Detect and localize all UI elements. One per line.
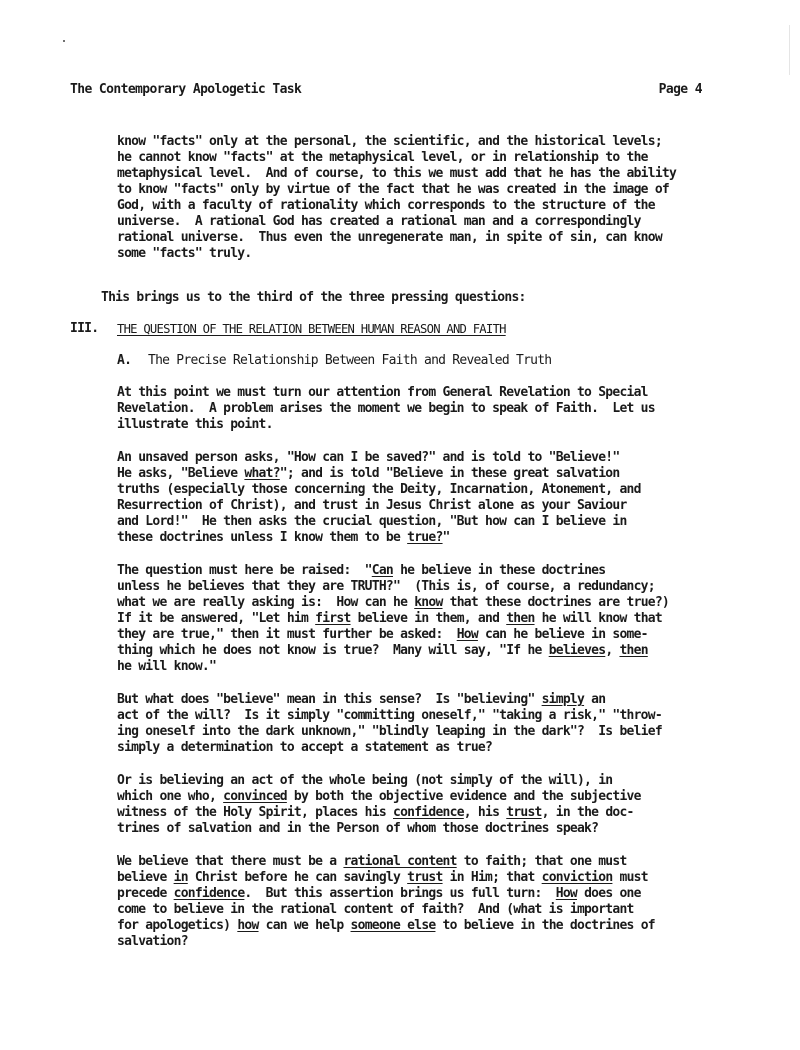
paragraph-4: An unsaved person asks, "How can I be saved?" and is told to "Believe!" He asks, "Believe what?"; and is told "Believe in these great salvation truths (especially those concerning the Deity, Incarnation, Atonement, and Resurrection of Christ), and trust in Jesus Christ alone as your Saviour and Lord!" He then asks the crucial question, "But how can I believe in these doctrines unless I know them to be true?" bbox=[117, 450, 641, 545]
subsection-title: The Precise Relationship Between Faith and Revealed Truth bbox=[148, 353, 552, 368]
paragraph-6: But what does "believe" mean in this sense? Is "believing" simply an act of the will? Is it simply "committing oneself," "taking a risk," "throw- ing oneself into the dark unknown," "blindly leaping in the dark"? Is belief simply a determination to accept a statement as true? bbox=[117, 692, 662, 755]
paragraph-8: We believe that there must be a rational content to faith; that one must believe in Christ before he can savingly trust in Him; that conviction must precede confidence. But this assertion brings us full turn: How does one come to believe in the rational content of faith? And (what is important for apologetics) how can we help someone else to believe in the doctrines of salvation? bbox=[117, 854, 655, 949]
running-title: The Contemporary Apologetic Task bbox=[70, 82, 302, 97]
scan-edge-line bbox=[789, 25, 790, 75]
scan-speck bbox=[63, 40, 65, 42]
paragraph-1: know "facts" only at the personal, the scientific, and the historical levels; he cannot know "facts" at the metaphysical level, or in relationship to the metaphysical level. And of course, to this we must add that he has the ability to know "facts" only by virtue of the fact that he was created in the image of God, with a faculty of rationality which corresponds to the structure of the universe. A rational God has created a rational man and a correspondingly rational universe. Thus even the unregenerate man, in spite of sin, can know some "facts" truly. bbox=[117, 134, 677, 261]
page-number: Page 4 bbox=[658, 82, 702, 97]
paragraph-7: Or is believing an act of the whole being (not simply of the will), in which one who, convinced by both the objective evidence and the subjective witness of the Holy Spirit, places his confidence, his trust, in the doc- trines of salvation and in the Person of whom those doctrines speak? bbox=[117, 773, 641, 836]
paragraph-2: This brings us to the third of the three pressing questions: bbox=[101, 290, 526, 305]
section-title: THE QUESTION OF THE RELATION BETWEEN HUMAN REASON AND FAITH bbox=[117, 322, 506, 336]
subsection-heading bbox=[117, 353, 131, 369]
section-heading bbox=[70, 321, 98, 337]
paragraph-3: At this point we must turn our attention from General Revelation to Special Revelation. A problem arises the moment we begin to speak of Faith. Let us illustrate this point. bbox=[117, 385, 655, 432]
section-number: III. bbox=[70, 321, 99, 336]
subsection-label: A. bbox=[117, 353, 132, 368]
paragraph-5: The question must here be raised: "Can he believe in these doctrines unless he believes that they are TRUTH?" (This is, of course, a redundancy; what we are really asking is: How can he know that these doctrines are true?) If it be answered, "Let him first believe in them, and then he will know that they are true," then it must further be asked: How can he believe in some- thing which he does not know is true? Many will say, "If he believes, then he will know." bbox=[117, 563, 669, 674]
